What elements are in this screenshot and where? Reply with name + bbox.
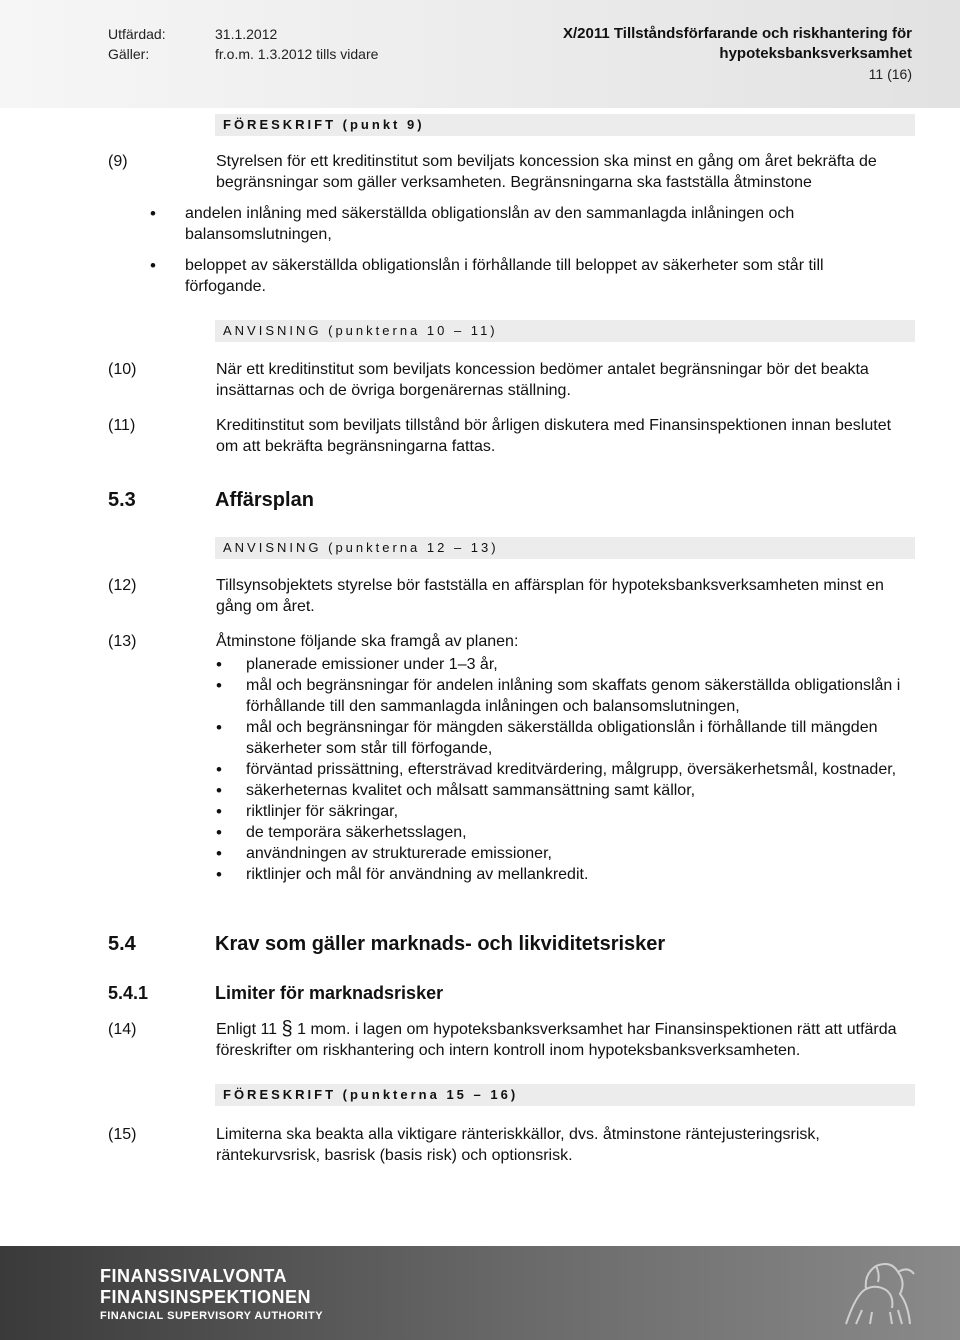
regulation-label-9-text: FÖRESKRIFT (punkt 9): [223, 117, 425, 132]
section-heading-5-4-1: [108, 983, 443, 1004]
paragraph-text: Tillsynsobjektets styrelse bör fastställa en affärsplan för hypoteksbanksverksamheten minst en gång om året.: [216, 577, 884, 615]
section-number: 5.4.1: [108, 983, 149, 1003]
list-item: • mål och begränsningar för andelen inlåning som skaffats genom säkerställda obligationslån i förhållande till den sammanlagda inlåningen och balansomslutningen,: [216, 675, 906, 717]
list-item: • planerade emissioner under 1–3 år,: [216, 654, 906, 675]
paragraph-9-bullets: [150, 203, 880, 307]
paragraph-15: [108, 1124, 918, 1166]
document-title: [563, 24, 912, 64]
valid-label: Gäller:: [108, 46, 150, 62]
paragraph-13: [108, 631, 918, 885]
paragraph-number: (10): [108, 361, 137, 378]
list-item: • säkerheternas kvalitet och målsatt sammansättning samt källor,: [216, 780, 906, 801]
list-item: • riktlinjer för säkringar,: [216, 801, 906, 822]
issued-label: Utfärdad:: [108, 26, 166, 42]
paragraph-11: [108, 415, 918, 457]
paragraph-number: (15): [108, 1126, 137, 1143]
page-footer: [0, 1246, 960, 1340]
logo-line-3: FINANCIAL SUPERVISORY AUTHORITY: [100, 1310, 324, 1322]
authority-logo: [100, 1266, 323, 1324]
valid-period: fr.o.m. 1.3.2012 tills vidare: [215, 46, 379, 62]
document-title-line-2: hypoteksbanksverksamhet: [719, 45, 912, 62]
section-title: Affärsplan: [215, 489, 314, 511]
logo-line-1: FINANSSIVALVONTA: [100, 1266, 287, 1286]
text-fragment: 1 mom. i lagen om hypoteksbanksverksamhet har Finansinspektionen rätt att utfärda föreskrifter om riskhantering och intern kontroll inom hypoteksbanksverksamheten.: [216, 1021, 897, 1059]
guidance-label-12-13-text: ANVISNING (punkterna 12 – 13): [223, 540, 499, 555]
lion-emblem-icon: [836, 1254, 920, 1334]
section-number: 5.4: [108, 933, 136, 955]
list-item: • de temporära säkerhetsslagen,: [216, 822, 906, 843]
regulation-label-15-16: [215, 1084, 915, 1106]
header-meta: [108, 24, 378, 64]
page-header: [0, 0, 960, 108]
paragraph-13-bullets: [216, 654, 906, 885]
list-item: • användningen av strukturerade emissioner,: [216, 843, 906, 864]
paragraph-12: [108, 575, 918, 617]
document-title-line-1: X/2011 Tillståndsförfarande och riskhantering för: [563, 25, 912, 42]
list-item: • mål och begränsningar för mängden säkerställda obligationslån i förhållande till mängden säkerheter som står till förfogande,: [216, 717, 906, 759]
guidance-label-10-11: [215, 320, 915, 342]
section-heading-5-3: [108, 489, 314, 512]
section-title: Krav som gäller marknads- och likviditetsrisker: [215, 933, 666, 955]
paragraph-14: [108, 1019, 918, 1061]
logo-line-2: FINANSINSPEKTIONEN: [100, 1287, 312, 1307]
regulation-label-9: [215, 114, 915, 136]
paragraph-text: [216, 1019, 906, 1061]
guidance-label-10-11-text: ANVISNING (punkterna 10 – 11): [223, 323, 498, 338]
text-fragment: Enligt 11: [216, 1021, 278, 1038]
section-sign: §: [281, 1018, 293, 1040]
paragraph-text: [216, 631, 906, 885]
section-number: 5.3: [108, 489, 136, 511]
paragraph-9: [108, 151, 918, 193]
paragraph-number: (13): [108, 633, 137, 650]
issued-date: 31.1.2012: [215, 26, 278, 42]
section-title: Limiter för marknadsrisker: [215, 983, 444, 1003]
guidance-label-12-13: [215, 537, 915, 559]
paragraph-text: Limiterna ska beakta alla viktigare ränteriskkällor, dvs. åtminstone räntejusteringsrisk, räntekurvsrisk, basrisk (basis risk) och optionsrisk.: [216, 1126, 820, 1164]
list-item: • beloppet av säkerställda obligationslån i förhållande till beloppet av säkerheter som står till förfogande.: [150, 255, 880, 297]
paragraph-intro: Åtminstone följande ska framgå av planen:: [216, 633, 519, 650]
paragraph-text: Kreditinstitut som beviljats tillstånd bör årligen diskutera med Finansinspektionen innan beslutet om att bekräfta begränsningarna fattas.: [216, 417, 892, 455]
paragraph-number: (14): [108, 1021, 137, 1038]
paragraph-text: När ett kreditinstitut som beviljats koncession bedömer antalet begränsningar bör det beakta insättarnas och de övriga borgenärernas ställning.: [216, 361, 869, 399]
list-item: • förväntad prissättning, eftersträvad kreditvärdering, målgrupp, översäkerhetsmål, kostnader,: [216, 759, 906, 780]
paragraph-text: Styrelsen för ett kreditinstitut som beviljats koncession ska minst en gång om året bekräfta de begränsningar som gäller verksamheten. Begränsningarna ska fastställa åtminstone: [216, 153, 877, 191]
paragraph-number: (12): [108, 577, 137, 594]
section-heading-5-4: [108, 933, 665, 956]
paragraph-number: (11): [108, 417, 136, 434]
list-item: • riktlinjer och mål för användning av mellankredit.: [216, 864, 906, 885]
paragraph-number: (9): [108, 153, 128, 170]
paragraph-10: [108, 359, 918, 401]
regulation-label-15-16-text: FÖRESKRIFT (punkterna 15 – 16): [223, 1087, 519, 1102]
list-item: • andelen inlåning med säkerställda obligationslån av den sammanlagda inlåningen och balansomslutningen,: [150, 203, 880, 245]
page-number: 11 (16): [868, 66, 912, 82]
